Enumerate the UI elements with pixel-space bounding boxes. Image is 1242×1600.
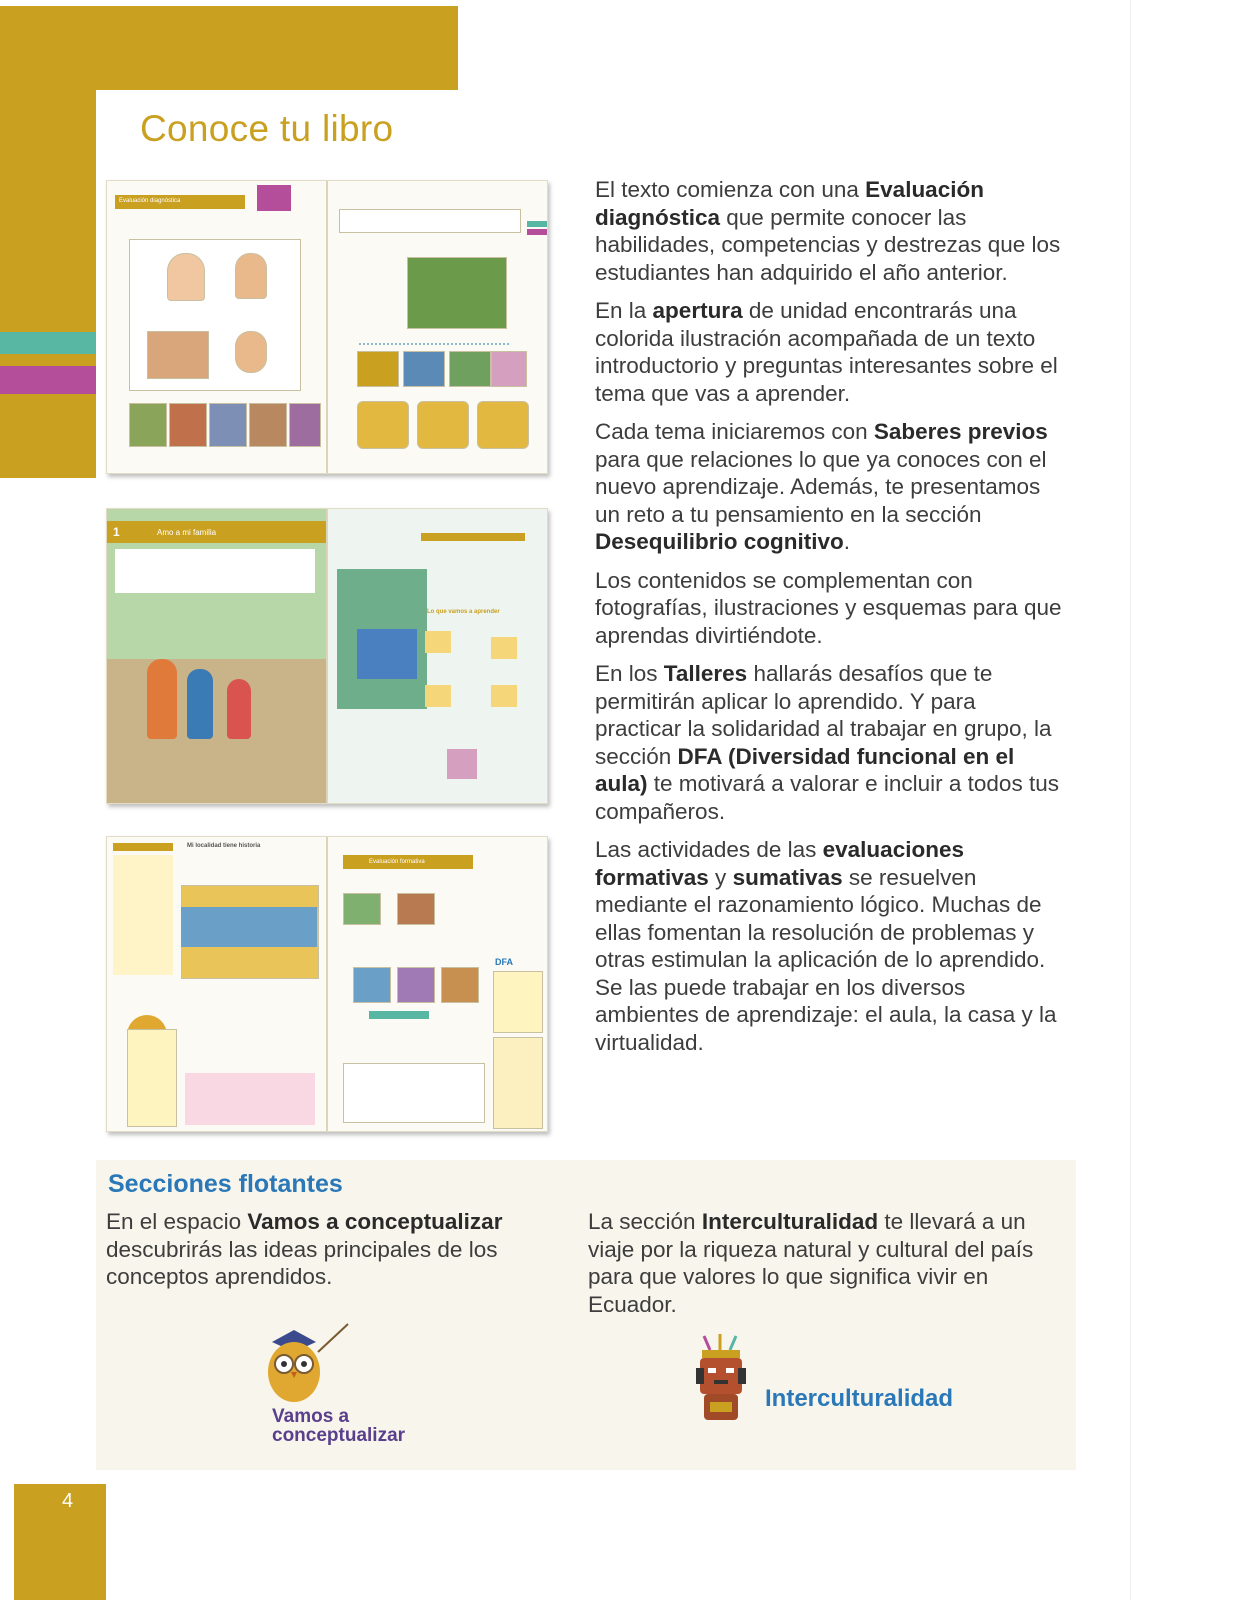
intro-text [595,176,1065,1067]
bold-term: Desequilibrio cognitivo [595,529,844,554]
intro-paragraph-3: Cada tema iniciaremos con Saberes previos para que relaciones lo que ya conoces con el nuevo aprendizaje. Además, te presentamos un reto a tu pensamiento en la sección Desequilibrio cognitivo. [595,419,1048,554]
intro-paragraph-5: En los Talleres hallarás desafíos que te permitirán aplicar lo aprendido. Y para practicar la solidaridad al trabajar en grupo, la sección DFA (Diversidad funcional en el aula) te motivará a valorar e incluir a todos tus compañeros. [595,661,1059,824]
spread-unit-opening-preview [106,508,548,804]
unit-number: 1 [113,525,120,539]
intro-paragraph-2: En la apertura de unidad encontrarás una colorida ilustración acompañada de un texto introductorio y preguntas interesantes sobre el tema que vas a aprender. [595,298,1058,406]
spread-topic-preview [106,836,548,1132]
page-edge [1130,0,1131,1600]
vamos-conceptualizar-text [106,1208,546,1291]
interculturalidad-label: Interculturalidad [765,1385,954,1412]
vamos-paragraph: En el espacio Vamos a conceptualizar descubrirás las ideas principales de los conceptos aprendidos. [106,1209,503,1289]
intro-paragraph-1: El texto comienza con una Evaluación diagnóstica que permite conocer las habilidades, competencias y destrezas que los estudiantes han adquirido el año anterior. [595,177,1061,285]
bold-term: evaluaciones formativas [595,837,964,890]
bold-term: DFA (Diversidad funcional en el aula) [595,743,1015,796]
gold-header-band [0,6,458,90]
totem-figure-icon [690,1334,752,1426]
page-number-box [14,1484,106,1600]
intro-paragraph-4: Los contenidos se complementan con fotografías, ilustraciones y esquemas para que aprendas divirtiéndote. [595,567,1062,648]
intercultural-paragraph: La sección Interculturalidad te llevará a un viaje por la riqueza natural y cultural del país para que valores lo que significa vivir en Ecuador. [588,1209,1034,1317]
learn-heading: Lo que vamos a aprender [427,609,500,615]
spread-diagnostic-preview [106,180,548,474]
page-title: Conoce tu libro [140,108,394,149]
page-number: 4 [62,1490,74,1512]
vamos-conceptualizar-label: Vamos a conceptualizar [272,1406,406,1446]
bold-term: Evaluación diagnóstica [595,177,984,230]
interculturalidad-text [588,1208,1048,1318]
unit-title: Amo a mi familia [157,528,217,537]
topic-title: Mi localidad tiene historia [187,843,261,849]
magenta-stripe [0,366,96,394]
diagnostic-tab: Evaluación diagnóstica [119,198,181,204]
intro-paragraph-6: Las actividades de las evaluaciones formativas y sumativas se resuelven mediante el razonamiento lógico. Muchas de ellas fomentan la resolución de problemas y otras estimulan la aplicación de lo aprendido. Se las puede trabajar en los diversos ambientes de aprendizaje: el aula, la casa y la virtualidad. [595,837,1057,1055]
bold-term: Saberes previos [873,419,1048,444]
dfa-tag: DFA [495,957,513,967]
bold-term: sumativas [732,864,843,890]
gold-side-band [0,90,96,478]
floating-sections-title: Secciones flotantes [108,1170,343,1198]
bold-term: apertura [652,298,743,323]
owl-mascot-icon [256,1320,356,1410]
bold-term: Interculturalidad [701,1209,879,1234]
bold-term: Vamos a conceptualizar [247,1209,503,1234]
teal-stripe [0,332,96,354]
formative-tab: Evaluación formativa [369,859,425,865]
bold-term: Talleres [663,661,748,686]
